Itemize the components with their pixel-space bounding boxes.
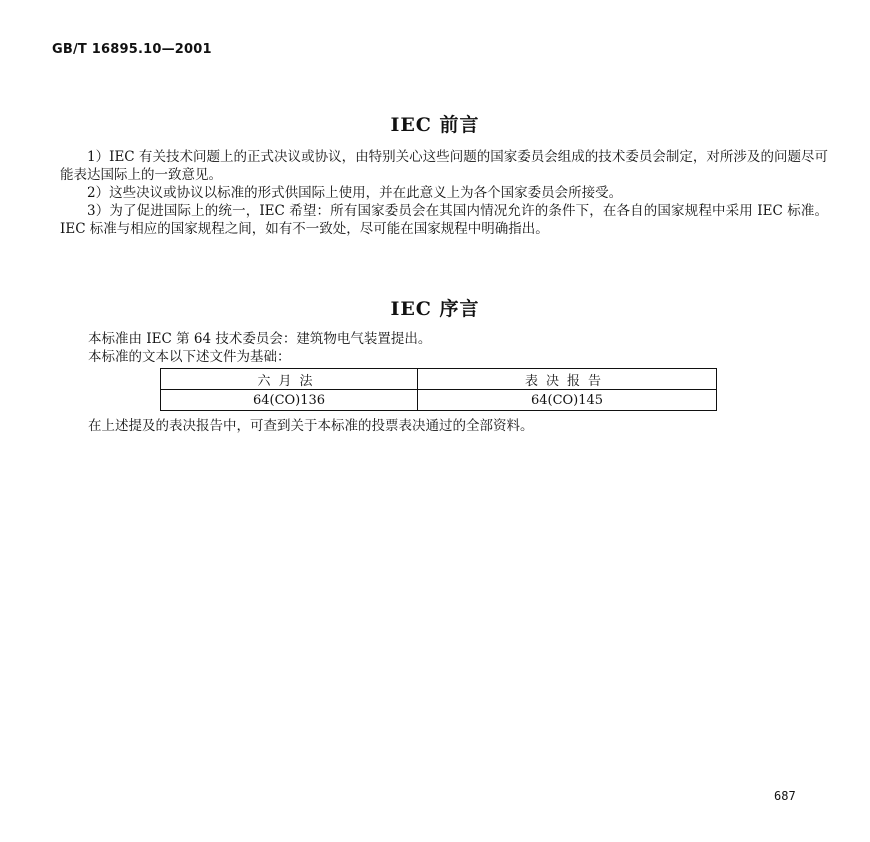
standard-number: GB/T 16895.10—2001 bbox=[52, 42, 212, 57]
table-row bbox=[161, 390, 717, 411]
table-cell: 64(CO)136 bbox=[161, 390, 418, 411]
foreword-item-3: 3）为了促进国际上的统一，IEC 希望：所有国家委员会在其国内情况允许的条件下，在各自的国家规程中采用 IEC 标准。IEC 标准与相应的国家规程之间，如有不一致处，尽可能在国家规程中明确指出。 bbox=[60, 203, 828, 237]
basis-documents-table bbox=[160, 368, 717, 411]
foreword-item-1: 1）IEC 有关技术问题上的正式决议或协议，由特别关心这些问题的国家委员会组成的技术委员会制定，对所涉及的问题尽可能表达国际上的一致意见。 bbox=[60, 149, 828, 183]
table-cell: 64(CO)145 bbox=[418, 390, 717, 411]
foreword-title: IEC 前言 bbox=[390, 114, 480, 136]
table-header-cell: 表决报告 bbox=[418, 369, 717, 390]
preface-line-1: 本标准由 IEC 第 64 技术委员会：建筑物电气装置提出。 bbox=[88, 331, 432, 347]
foreword-item-2: 2）这些决议或协议以标准的形式供国际上使用，并在此意义上为各个国家委员会所接受。 bbox=[87, 185, 623, 201]
table-header-row bbox=[161, 369, 717, 390]
preface-line-3: 在上述提及的表决报告中，可查到关于本标准的投票表决通过的全部资料。 bbox=[88, 418, 534, 434]
table-header-cell: 六月法 bbox=[161, 369, 418, 390]
preface-line-2: 本标准的文本以下述文件为基础： bbox=[88, 349, 291, 365]
preface-title: IEC 序言 bbox=[390, 298, 480, 320]
page-number: 687 bbox=[774, 789, 796, 803]
